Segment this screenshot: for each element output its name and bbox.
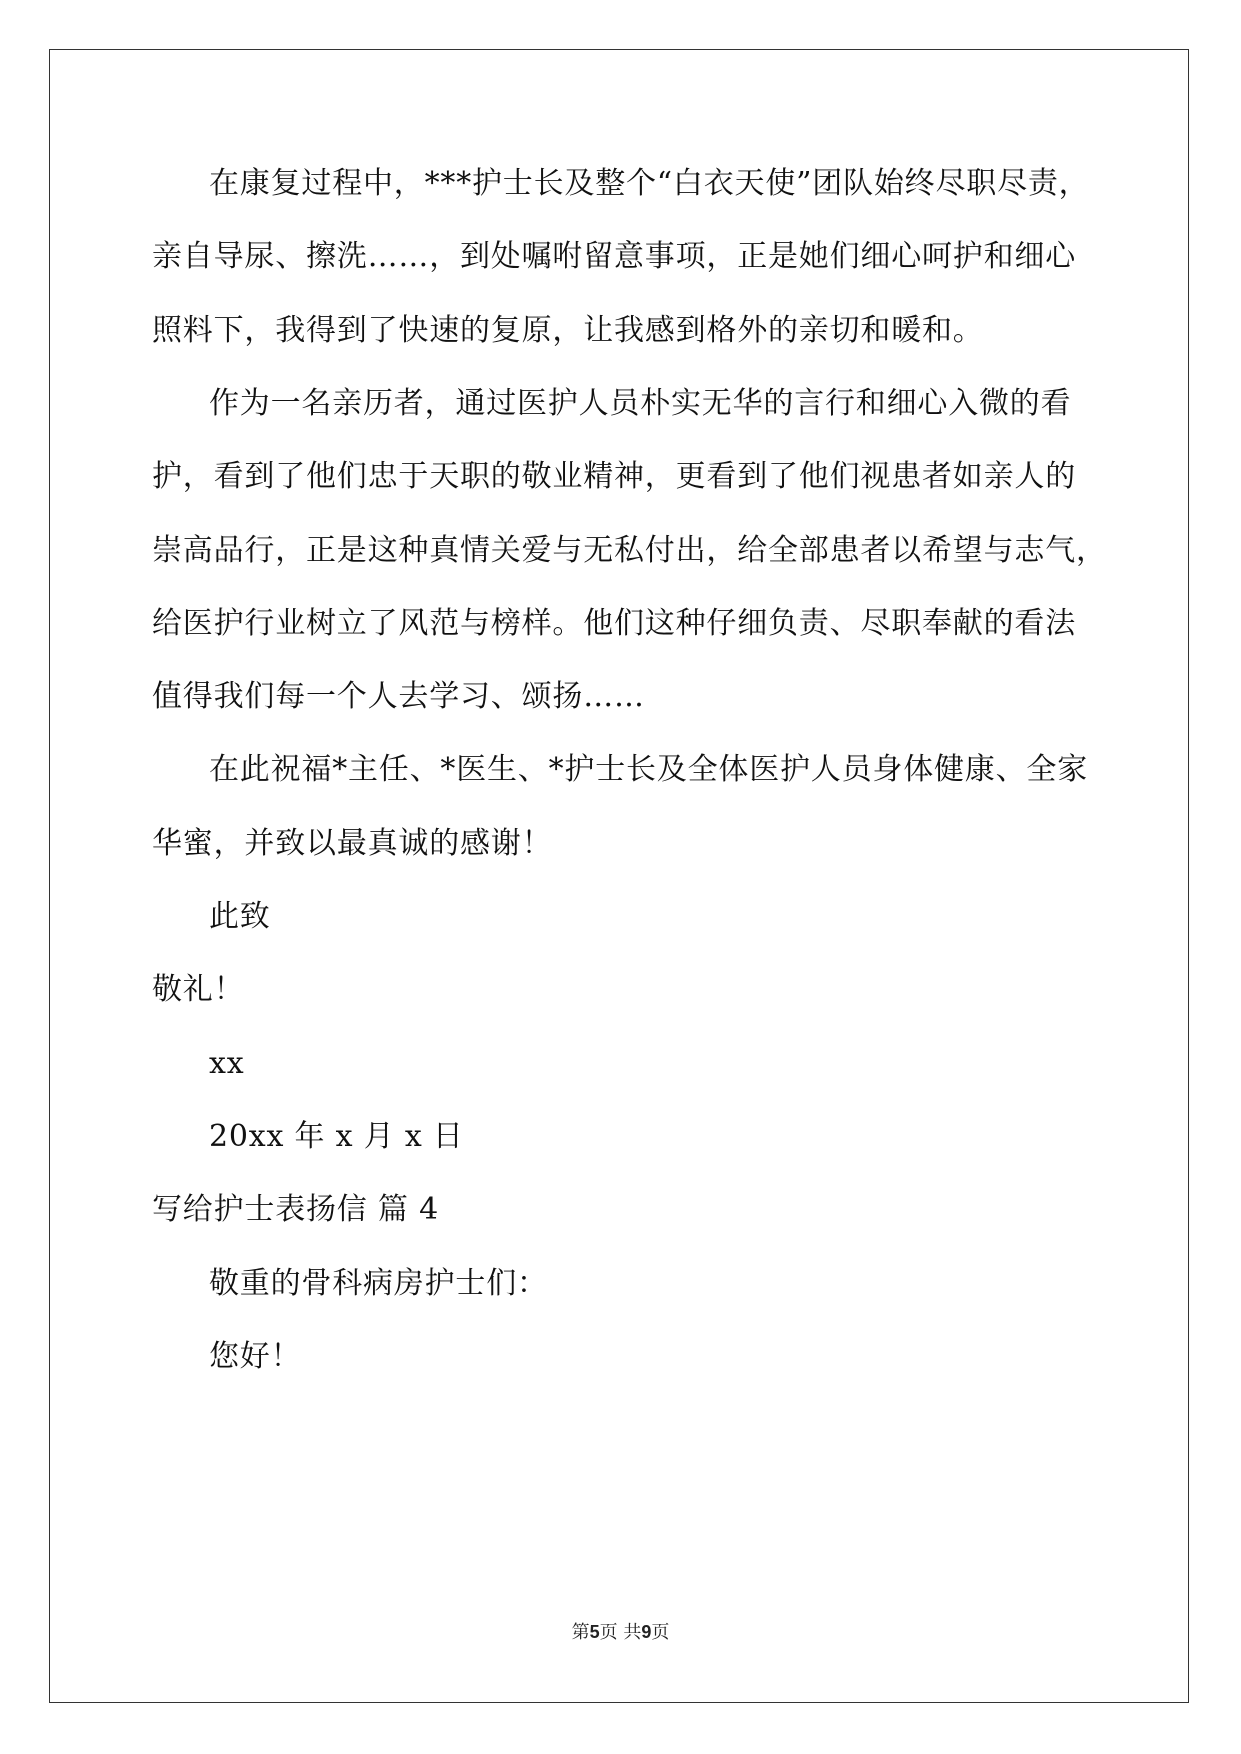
text-line: 作为一名亲历者，通过医护人员朴实无华的言行和细心入微的看 (209, 385, 1072, 421)
text-line: 此致 (209, 899, 271, 934)
text-line: xx (209, 1045, 245, 1081)
text-line: 敬重的骨科病房护士们： (209, 1265, 548, 1301)
page-footer (0, 1620, 1241, 1645)
footer-prefix: 第 (571, 1622, 590, 1643)
text-line: 照料下，我得到了快速的复原，让我感到格外的亲切和暖和。 (152, 312, 984, 348)
footer-middle: 页 共 (599, 1622, 642, 1643)
text-line: 给医护行业树立了风范与榜样。他们这种仔细负责、尽职奉献的看法 (152, 605, 1076, 641)
total-page-number: 9 (641, 1622, 652, 1642)
text-line: 护，看到了他们忠于天职的敬业精神，更看到了他们视患者如亲人的 (152, 459, 1076, 495)
text-line: 华蜜，并致以最真诚的感谢！ (152, 825, 553, 861)
text-line: 敬礼！ (152, 972, 245, 1008)
text-line: 您好！ (209, 1338, 302, 1374)
text-line: 20xx 年 x 月 x 日 (209, 1118, 464, 1154)
text-line: 值得我们每一个人去学习、颂扬…… (152, 679, 645, 715)
text-line: 亲自导尿、擦洗……，到处嘱咐留意事项，正是她们细心呵护和细心 (152, 239, 1076, 275)
text-line: 在康复过程中，***护士长及整个“白衣天使”团队始终尽职尽责， (209, 166, 1090, 201)
text-line: 写给护士表扬信 篇 4 (152, 1192, 439, 1228)
text-line: 在此祝福*主任、*医生、*护士长及全体医护人员身体健康、全家 (209, 752, 1088, 788)
text-line: 崇高品行，正是这种真情关爱与无私付出，给全部患者以希望与志气， (152, 532, 1107, 568)
footer-suffix: 页 (651, 1622, 670, 1643)
page-border (49, 49, 1189, 1703)
current-page-number: 5 (589, 1622, 600, 1642)
